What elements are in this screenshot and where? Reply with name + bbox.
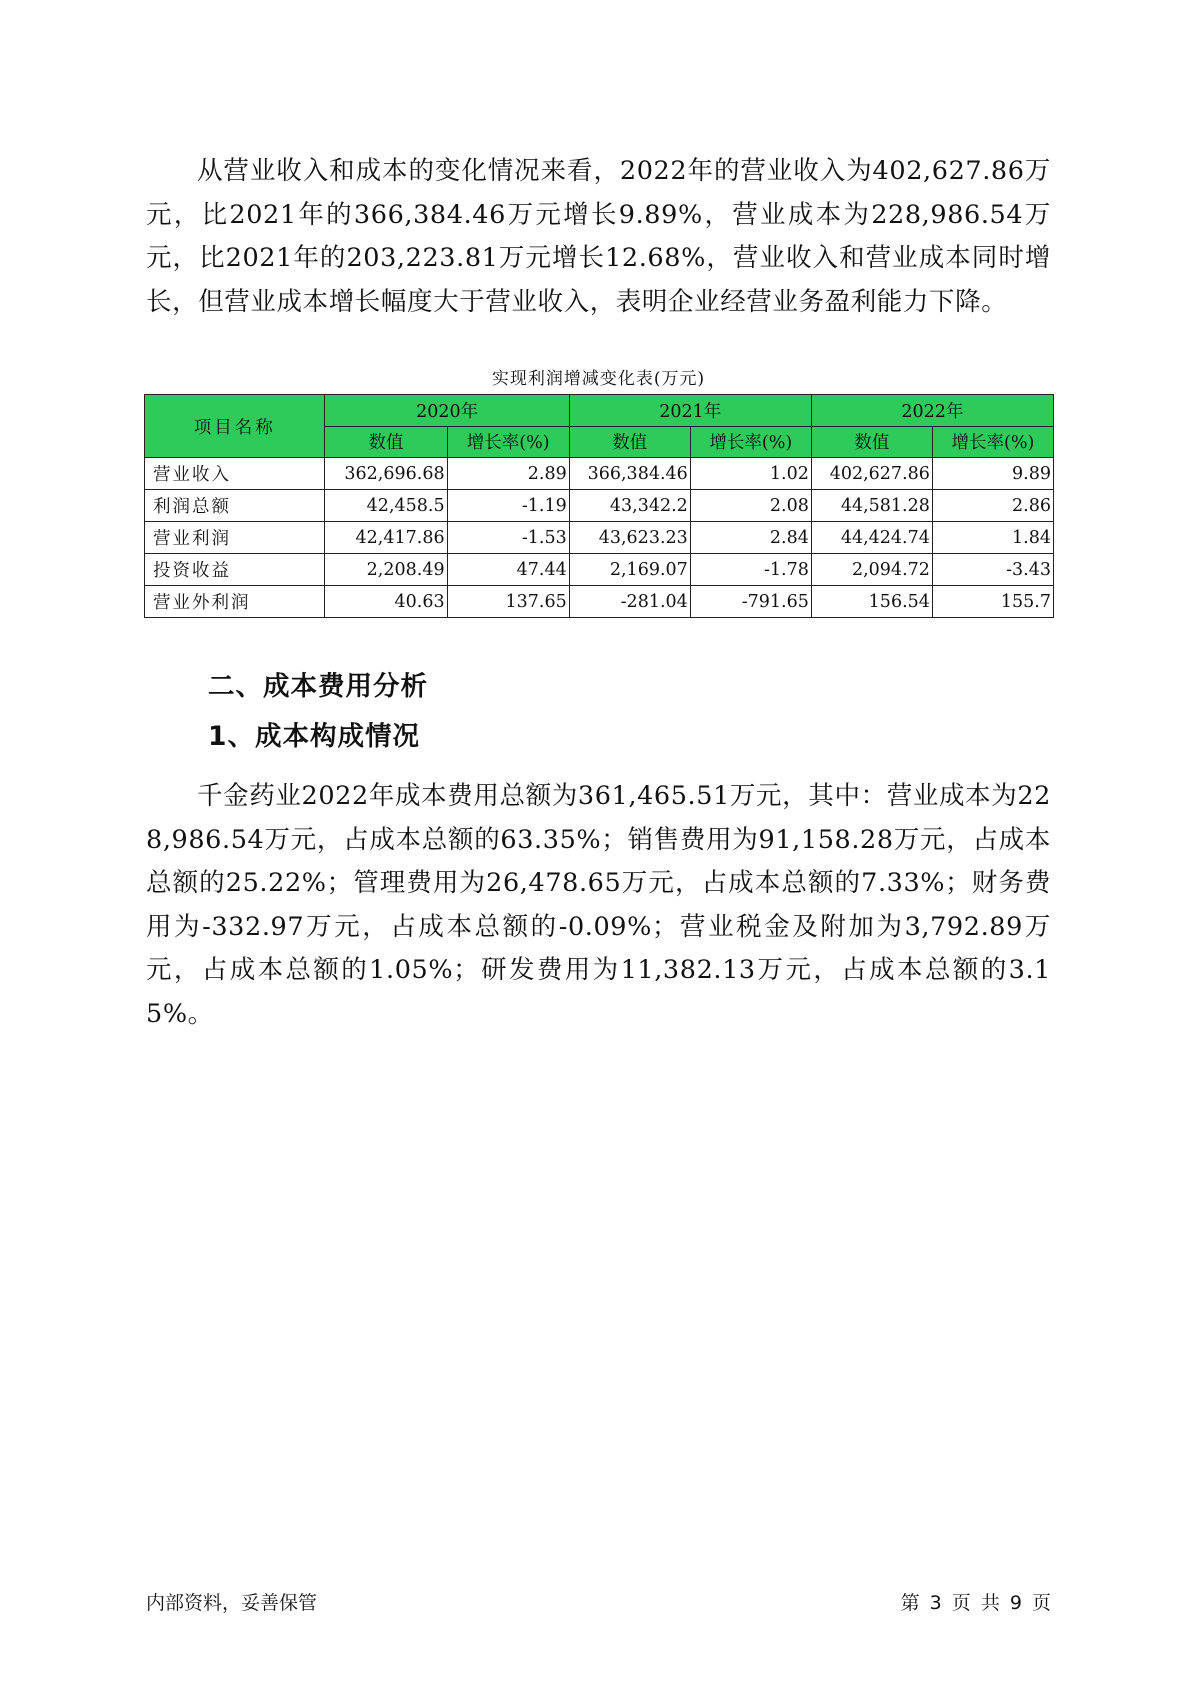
value-header: 数值 xyxy=(325,426,447,458)
footer-confidential-note: 内部资料，妥善保管 xyxy=(146,1592,318,1614)
revenue-cost-paragraph: 从营业收入和成本的变化情况来看，2022年的营业收入为402,627.86万元，比2021年的366,384.46万元增长9.89%，营业成本为228,986.54万元，比2021年的203,223.81万元增长12.68%，营业收入和营业成本同时增长，但营业成本增长幅度大于营业收入，表明企业经营业务盈利能力下降。 xyxy=(146,156,1051,317)
rate-header: 增长率(%) xyxy=(690,426,811,458)
cell-rate: -3.43 xyxy=(932,554,1053,586)
cell-rate: 137.65 xyxy=(447,586,569,618)
year-header-2021: 2021年 xyxy=(569,395,811,427)
row-name: 营业收入 xyxy=(145,458,325,490)
cell-rate: -1.19 xyxy=(447,490,569,522)
cost-composition-paragraph: 千金药业2022年成本费用总额为361,465.51万元，其中：营业成本为228,986.54万元，占成本总额的63.35%；销售费用为91,158.28万元，占成本总额的25.22%；管理费用为26,478.65万元，占成本总额的7.33%；财务费用为-332.97万元，占成本总额的-0.09%；营业税金及附加为3,792.89万元，占成本总额的1.05%；研发费用为11,382.13万元，占成本总额的3.15%。 xyxy=(146,781,1051,1029)
table-header-row-years xyxy=(145,395,1054,427)
table-row xyxy=(145,554,1054,586)
cell-value: 43,623.23 xyxy=(569,522,690,554)
cell-rate: -791.65 xyxy=(690,586,811,618)
cell-rate: 155.7 xyxy=(932,586,1053,618)
footer-page-number: 第 3 页 共 9 页 xyxy=(900,1592,1051,1614)
cell-value: 2,208.49 xyxy=(325,554,447,586)
cell-rate: 1.02 xyxy=(690,458,811,490)
cell-value: 44,581.28 xyxy=(811,490,932,522)
cell-value: 362,696.68 xyxy=(325,458,447,490)
cell-rate: 2.86 xyxy=(932,490,1053,522)
table-row xyxy=(145,522,1054,554)
cell-rate: 9.89 xyxy=(932,458,1053,490)
cell-value: 42,458.5 xyxy=(325,490,447,522)
table-row xyxy=(145,586,1054,618)
cell-value: 2,094.72 xyxy=(811,554,932,586)
row-name: 投资收益 xyxy=(145,554,325,586)
cell-rate: 2.08 xyxy=(690,490,811,522)
cell-rate: 1.84 xyxy=(932,522,1053,554)
cell-value: 366,384.46 xyxy=(569,458,690,490)
cell-value: 43,342.2 xyxy=(569,490,690,522)
profit-change-table xyxy=(144,394,1054,618)
row-name: 营业利润 xyxy=(145,522,325,554)
cell-value: 2,169.07 xyxy=(569,554,690,586)
value-header: 数值 xyxy=(811,426,932,458)
item-name-header: 项目名称 xyxy=(145,395,325,458)
subsection-heading: 1、成本构成情况 xyxy=(208,721,420,752)
cell-value: 402,627.86 xyxy=(811,458,932,490)
row-name: 利润总额 xyxy=(145,490,325,522)
cell-rate: -1.53 xyxy=(447,522,569,554)
cell-rate: 2.89 xyxy=(447,458,569,490)
cell-rate: -1.78 xyxy=(690,554,811,586)
table-row xyxy=(145,490,1054,522)
cell-value: 156.54 xyxy=(811,586,932,618)
rate-header: 增长率(%) xyxy=(932,426,1053,458)
rate-header: 增长率(%) xyxy=(447,426,569,458)
year-header-2022: 2022年 xyxy=(811,395,1053,427)
table-row xyxy=(145,458,1054,490)
cell-value: 42,417.86 xyxy=(325,522,447,554)
cell-value: -281.04 xyxy=(569,586,690,618)
value-header: 数值 xyxy=(569,426,690,458)
cell-rate: 47.44 xyxy=(447,554,569,586)
cell-rate: 2.84 xyxy=(690,522,811,554)
section-heading: 二、成本费用分析 xyxy=(208,671,428,702)
cell-value: 44,424.74 xyxy=(811,522,932,554)
row-name: 营业外利润 xyxy=(145,586,325,618)
cell-value: 40.63 xyxy=(325,586,447,618)
year-header-2020: 2020年 xyxy=(325,395,569,427)
table-title: 实现利润增减变化表(万元) xyxy=(491,369,706,389)
